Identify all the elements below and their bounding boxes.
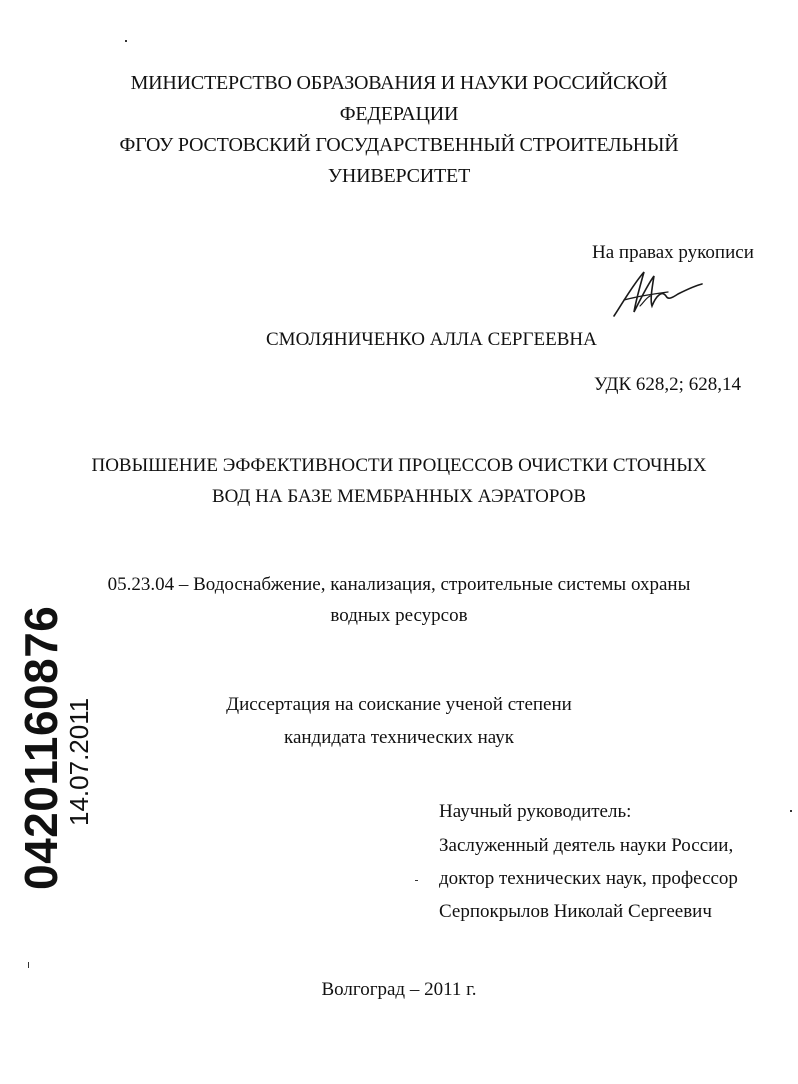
ministry-line-2: ФЕДЕРАЦИИ xyxy=(339,103,459,125)
library-stamp-code: 04201160876 xyxy=(15,605,67,890)
ministry-line-1: МИНИСТЕРСТВО ОБРАЗОВАНИЯ И НАУКИ РОССИЙСКОЙ xyxy=(130,72,668,94)
university-line-1: ФГОУ РОСТОВСКИЙ ГОСУДАРСТВЕННЫЙ СТРОИТЕЛЬНЫЙ xyxy=(119,134,679,156)
udc-code: УДК 628,2; 628,14 xyxy=(594,374,741,395)
supervisor-name: Серпокрылов Николай Сергеевич xyxy=(439,901,712,922)
city-year: Волгоград – 2011 г. xyxy=(321,979,477,1000)
scan-speck xyxy=(415,880,418,881)
degree-line-1: Диссертация на соискание ученой степени xyxy=(226,694,572,715)
supervisor-title-1: Заслуженный деятель науки России, xyxy=(439,835,734,856)
signature-image xyxy=(610,266,705,322)
university-line-2: УНИВЕРСИТЕТ xyxy=(327,165,471,187)
specialty-line-1: 05.23.04 – Водоснабжение, канализация, строительные системы охраны xyxy=(107,574,691,595)
specialty-line-2: водных ресурсов xyxy=(330,605,468,626)
thesis-title-line-2: ВОД НА БАЗЕ МЕМБРАННЫХ АЭРАТОРОВ xyxy=(211,486,587,507)
scan-speck xyxy=(28,962,29,968)
supervisor-title-2: доктор технических наук, профессор xyxy=(439,868,738,889)
scan-speck xyxy=(125,40,127,42)
thesis-title-line-1: ПОВЫШЕНИЕ ЭФФЕКТИВНОСТИ ПРОЦЕССОВ ОЧИСТКИ СТОЧНЫХ xyxy=(91,455,707,476)
supervisor-label: Научный руководитель: xyxy=(439,801,632,822)
degree-line-2: кандидата технических наук xyxy=(284,727,514,748)
author-name: СМОЛЯНИЧЕНКО АЛЛА СЕРГЕЕВНА xyxy=(266,329,597,350)
library-stamp-date: 14.07.2011 xyxy=(64,697,94,826)
scan-speck xyxy=(790,810,792,812)
manuscript-note: На правах рукописи xyxy=(592,242,754,263)
